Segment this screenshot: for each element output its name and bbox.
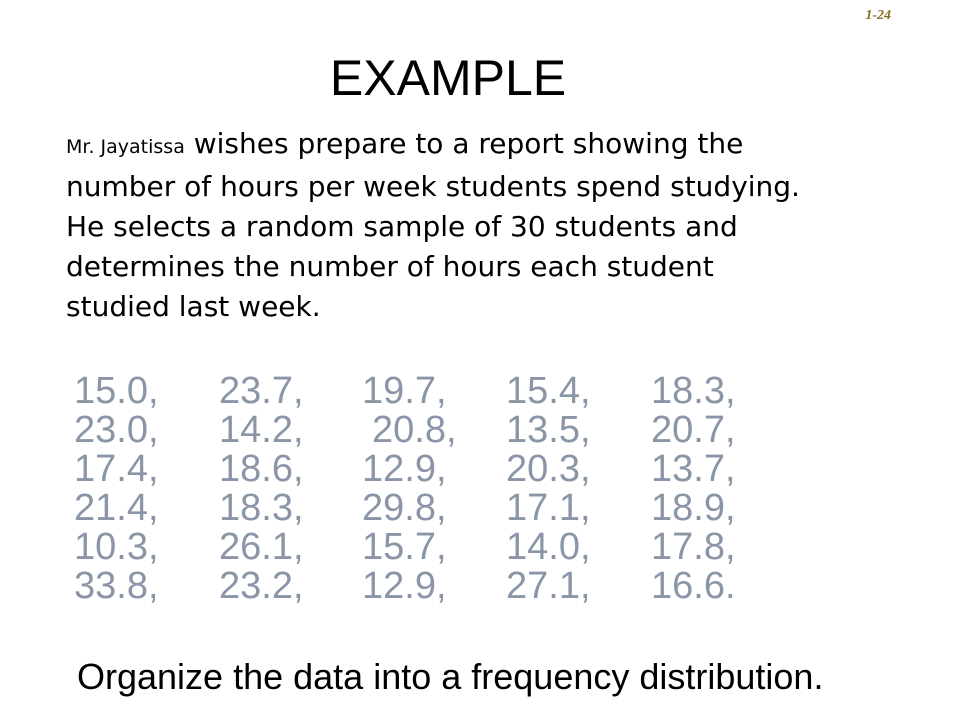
data-value: 10.3,	[74, 526, 159, 568]
data-value: 29.8,	[362, 487, 447, 529]
instruction-text: Organize the data into a frequency distribution.	[77, 656, 824, 697]
data-value: 17.1,	[506, 487, 591, 529]
teacher-name: Mr. Jayatissa	[66, 136, 185, 158]
data-value: 14.2,	[219, 409, 304, 451]
data-value: 15.7,	[362, 526, 447, 568]
slide-number: 1-24	[865, 8, 891, 23]
data-value: 18.3,	[219, 487, 304, 529]
data-value: 13.7,	[651, 448, 736, 490]
data-value: 12.9,	[362, 565, 447, 607]
data-value: 23.0,	[74, 409, 159, 451]
data-value: 27.1,	[506, 565, 591, 607]
data-value: 18.3,	[651, 370, 736, 412]
data-value: 18.9,	[651, 487, 736, 529]
data-value: 20.7,	[651, 409, 736, 451]
problem-statement	[66, 124, 826, 327]
data-value: 17.4,	[74, 448, 159, 490]
data-value: 16.6.	[651, 565, 736, 607]
data-value: 33.8,	[74, 565, 159, 607]
data-value: 21.4,	[74, 487, 159, 529]
data-value: 26.1,	[219, 526, 304, 568]
data-value: 23.2,	[219, 565, 304, 607]
data-value: 15.4,	[506, 370, 591, 412]
data-value: 18.6,	[219, 448, 304, 490]
data-value: 14.0,	[506, 526, 591, 568]
problem-text: wishes prepare to a report showing the number of hours per week students spend studying. He selects a random sample of 30 students and determines the number of hours each student studied last week.	[66, 127, 800, 323]
data-value: 19.7,	[362, 370, 447, 412]
data-value: 23.7,	[219, 370, 304, 412]
data-value: 15.0,	[74, 370, 159, 412]
data-value: 17.8,	[651, 526, 736, 568]
data-value: 20.8,	[372, 409, 457, 451]
data-value: 12.9,	[362, 448, 447, 490]
data-value: 13.5,	[506, 409, 591, 451]
data-value: 20.3,	[506, 448, 591, 490]
slide-title: EXAMPLE	[329, 50, 567, 106]
